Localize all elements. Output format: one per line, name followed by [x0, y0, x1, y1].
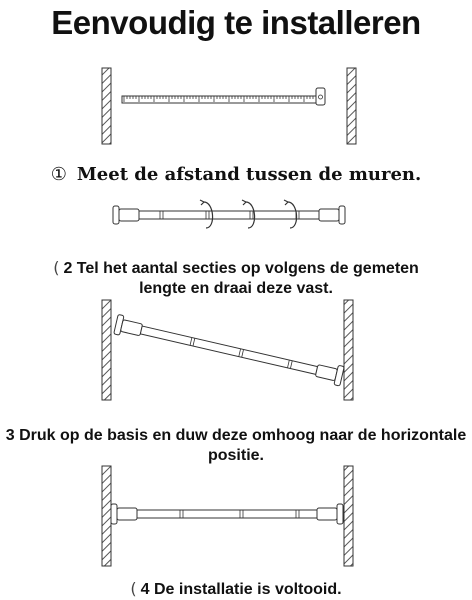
- page-title: Eenvoudig te installeren: [51, 4, 421, 41]
- step4-illustration: [0, 466, 472, 566]
- step1-number: ①: [50, 164, 67, 185]
- step3-caption-line2: [0, 446, 472, 466]
- step1-caption: [0, 165, 472, 185]
- step3-illustration: [0, 300, 472, 400]
- step1-illustration: [0, 66, 472, 146]
- right-wall-icon: [344, 300, 353, 400]
- step4-number: (: [130, 579, 137, 598]
- step2-caption-line2: [0, 279, 472, 299]
- left-wall-icon: [102, 466, 111, 566]
- right-wall-icon: [344, 466, 353, 566]
- tension-rod-icon: [113, 206, 345, 224]
- step4-caption: [0, 579, 472, 600]
- right-wall-icon: [347, 68, 356, 144]
- step2-number: (: [53, 258, 60, 277]
- tension-rod-icon: [111, 504, 343, 524]
- step3-caption: [0, 426, 472, 446]
- step2-caption: [0, 258, 472, 279]
- tension-rod-icon: [114, 314, 345, 386]
- left-wall-icon: [102, 68, 111, 144]
- step2-line1: 2 Tel het aantal secties op volgens de gemeten: [63, 260, 419, 277]
- step4-text: 4 De installatie is voltooid.: [140, 581, 342, 598]
- step3-line2: positie.: [207, 447, 264, 464]
- measuring-tape-icon: [122, 88, 325, 105]
- left-wall-icon: [102, 300, 111, 400]
- step3-line1: 3 Druk op de basis en duw deze omhoog naar de horizontale: [5, 427, 467, 444]
- step2-line2: lengte en draai deze vast.: [139, 280, 333, 297]
- step2-illustration: [0, 196, 472, 236]
- step1-text: Meet de afstand tussen de muren.: [76, 164, 422, 185]
